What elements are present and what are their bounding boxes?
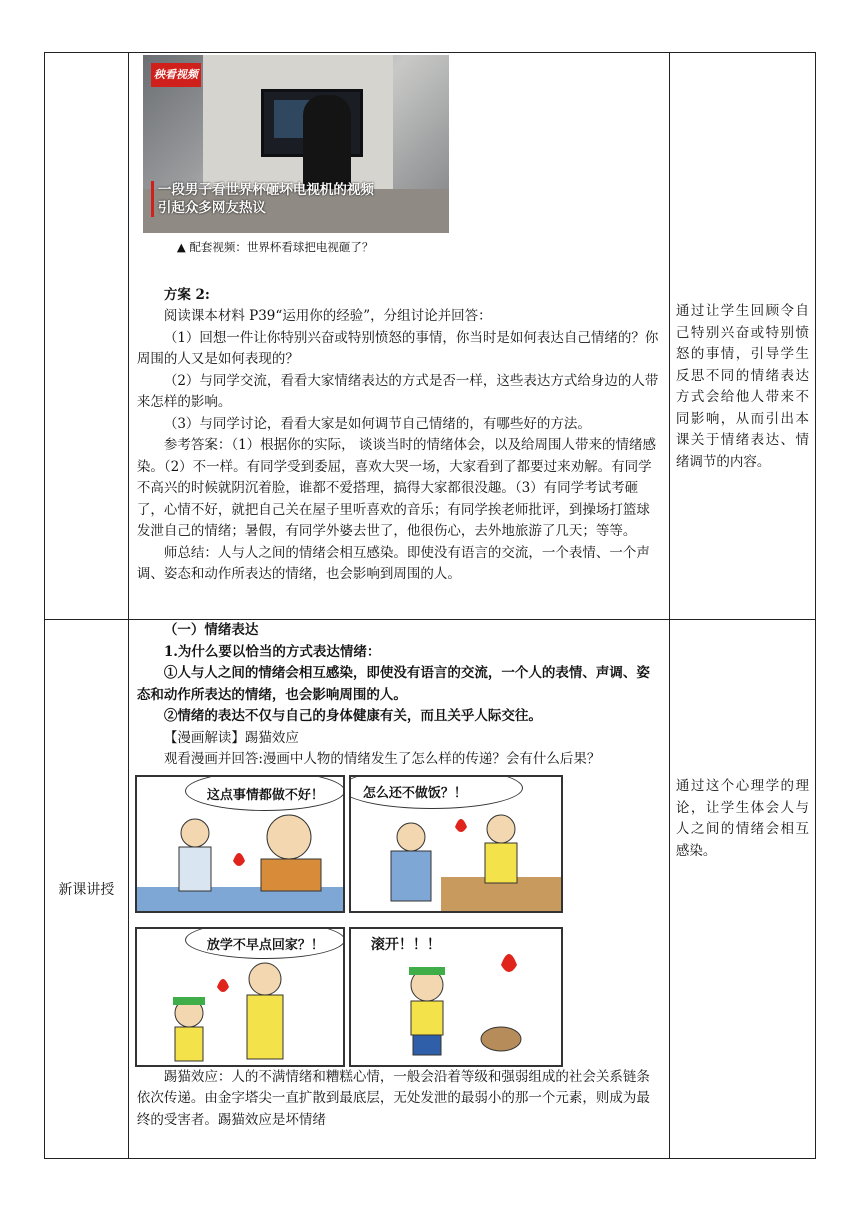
lesson-plan-table — [44, 52, 816, 1159]
comic-title: 【漫画解读】踢猫效应 — [163, 729, 299, 746]
plan2-intro: 阅读课本材料 P39“运用你的经验”，分组讨论并回答： — [163, 308, 492, 324]
video-logo: 秧看视频 — [151, 63, 201, 87]
comic-bubble-2: 怎么还不做饭？！ — [362, 785, 467, 801]
plan2-question-2: （2）与同学交流，看看大家情绪表达的方式是否一样，这些表达方式给身边的人带来怎样的影响。 — [136, 372, 659, 410]
comic-strip — [137, 773, 661, 1063]
video-thumbnail[interactable] — [143, 55, 449, 233]
comic-bubble-1: 这点事情都做不好！ — [206, 787, 324, 803]
comic-panel-1 — [135, 775, 345, 913]
reason-1: ①人与人之间的情绪会相互感染，即使没有语言的交流，一个人的表情、声调、姿态和动作所表达的情绪，也会影响周围的人。 — [136, 665, 650, 703]
comic-question: 观看漫画并回答:漫画中人物的情绪发生了怎么样的传递？会有什么后果？ — [163, 751, 601, 767]
boss-scolding-illustration — [137, 777, 343, 911]
section-heading: （一）情绪表达 — [163, 622, 259, 638]
comic-bubble-4: 滚开！！！ — [370, 936, 441, 953]
content-cell-plan2 — [128, 53, 669, 620]
comic-panel-2 — [349, 775, 563, 913]
comic-bubble-3: 放学不早点回家？！ — [206, 937, 324, 953]
video-caption: 一段男子看世界杯砸坏电视机的视频 引起众多网友热议 — [151, 181, 374, 217]
stage-cell-empty — [45, 53, 129, 620]
child-kicks-cat-illustration — [351, 929, 561, 1065]
video-description: ▲ 配套视频：世界杯看球把电视砸了？ — [176, 240, 374, 254]
point-heading: 1.为什么要以恰当的方式表达情绪： — [163, 643, 381, 660]
table-row — [45, 53, 816, 620]
mother-child-illustration — [137, 929, 343, 1065]
note-cell-section2 — [669, 620, 815, 1159]
reason-2: ②情绪的表达不仅与自己的身体健康有关，而且关乎人际交往。 — [163, 708, 542, 724]
section2-note: 通过这个心理学的理论，让学生体会人与人之间的情绪会相互感染。 — [675, 778, 809, 859]
plan2-title: 方案 2: — [163, 286, 210, 303]
plan2-note: 通过让学生回顾令自己特别兴奋或特别愤怒的事情，引导学生反思不同的情绪表达方式会给他人带来不同影响，从而引出本课关于情绪表达、情绪调节的内容。 — [675, 303, 809, 470]
table-row — [45, 620, 816, 1159]
plan2-question-1: （1）回想一件让你特别兴奋或特别愤怒的事情，你当时是如何表达自己情绪的？你周围的人又是如何表现的？ — [136, 329, 659, 367]
kick-cat-explanation: 踢猫效应：人的不满情绪和糟糕心情，一般会沿着等级和强弱组成的社会关系链条依次传递。由金字塔尖一直扩散到最底层，无处发泄的最弱小的那一个元素，则成为最终的受害者。踢猫效应是坏情绪 — [136, 1068, 650, 1128]
stage-cell: 新课讲授 — [45, 620, 129, 1159]
content-cell-section2 — [128, 620, 669, 1159]
husband-wife-illustration — [351, 777, 561, 911]
plan2-answer: 参考答案：（1）根据你的实际， 谈谈当时的情绪体会，以及给周围人带来的情绪感染。（2）不一样。有同学受到委屈，喜欢大哭一场，大家看到了都要过来劝解。有同学不高兴的时候就阴沉着脸，谁都不爱搭理，搞得大家都很没趣。（3）有同学考试考砸了，心情不好，就把自己关在屋子里听喜欢的音乐；有同学挨老师批评，到操场打篮球发泄自己的情绪；暑假，有同学外婆去世了，他很伤心，去外地旅游了几天；等等。 — [136, 437, 656, 539]
plan2-summary: 师总结：人与人之间的情绪会相互感染。即使没有语言的交流，一个表情、一个声调、姿态和动作所表达的情绪，也会影响到周围的人。 — [136, 544, 650, 582]
plan2-question-3: （3）与同学讨论，看看大家是如何调节自己情绪的，有哪些好的方法。 — [163, 415, 591, 432]
note-cell-plan2 — [669, 53, 815, 620]
comic-panel-4 — [349, 927, 563, 1067]
comic-panel-3 — [135, 927, 345, 1067]
